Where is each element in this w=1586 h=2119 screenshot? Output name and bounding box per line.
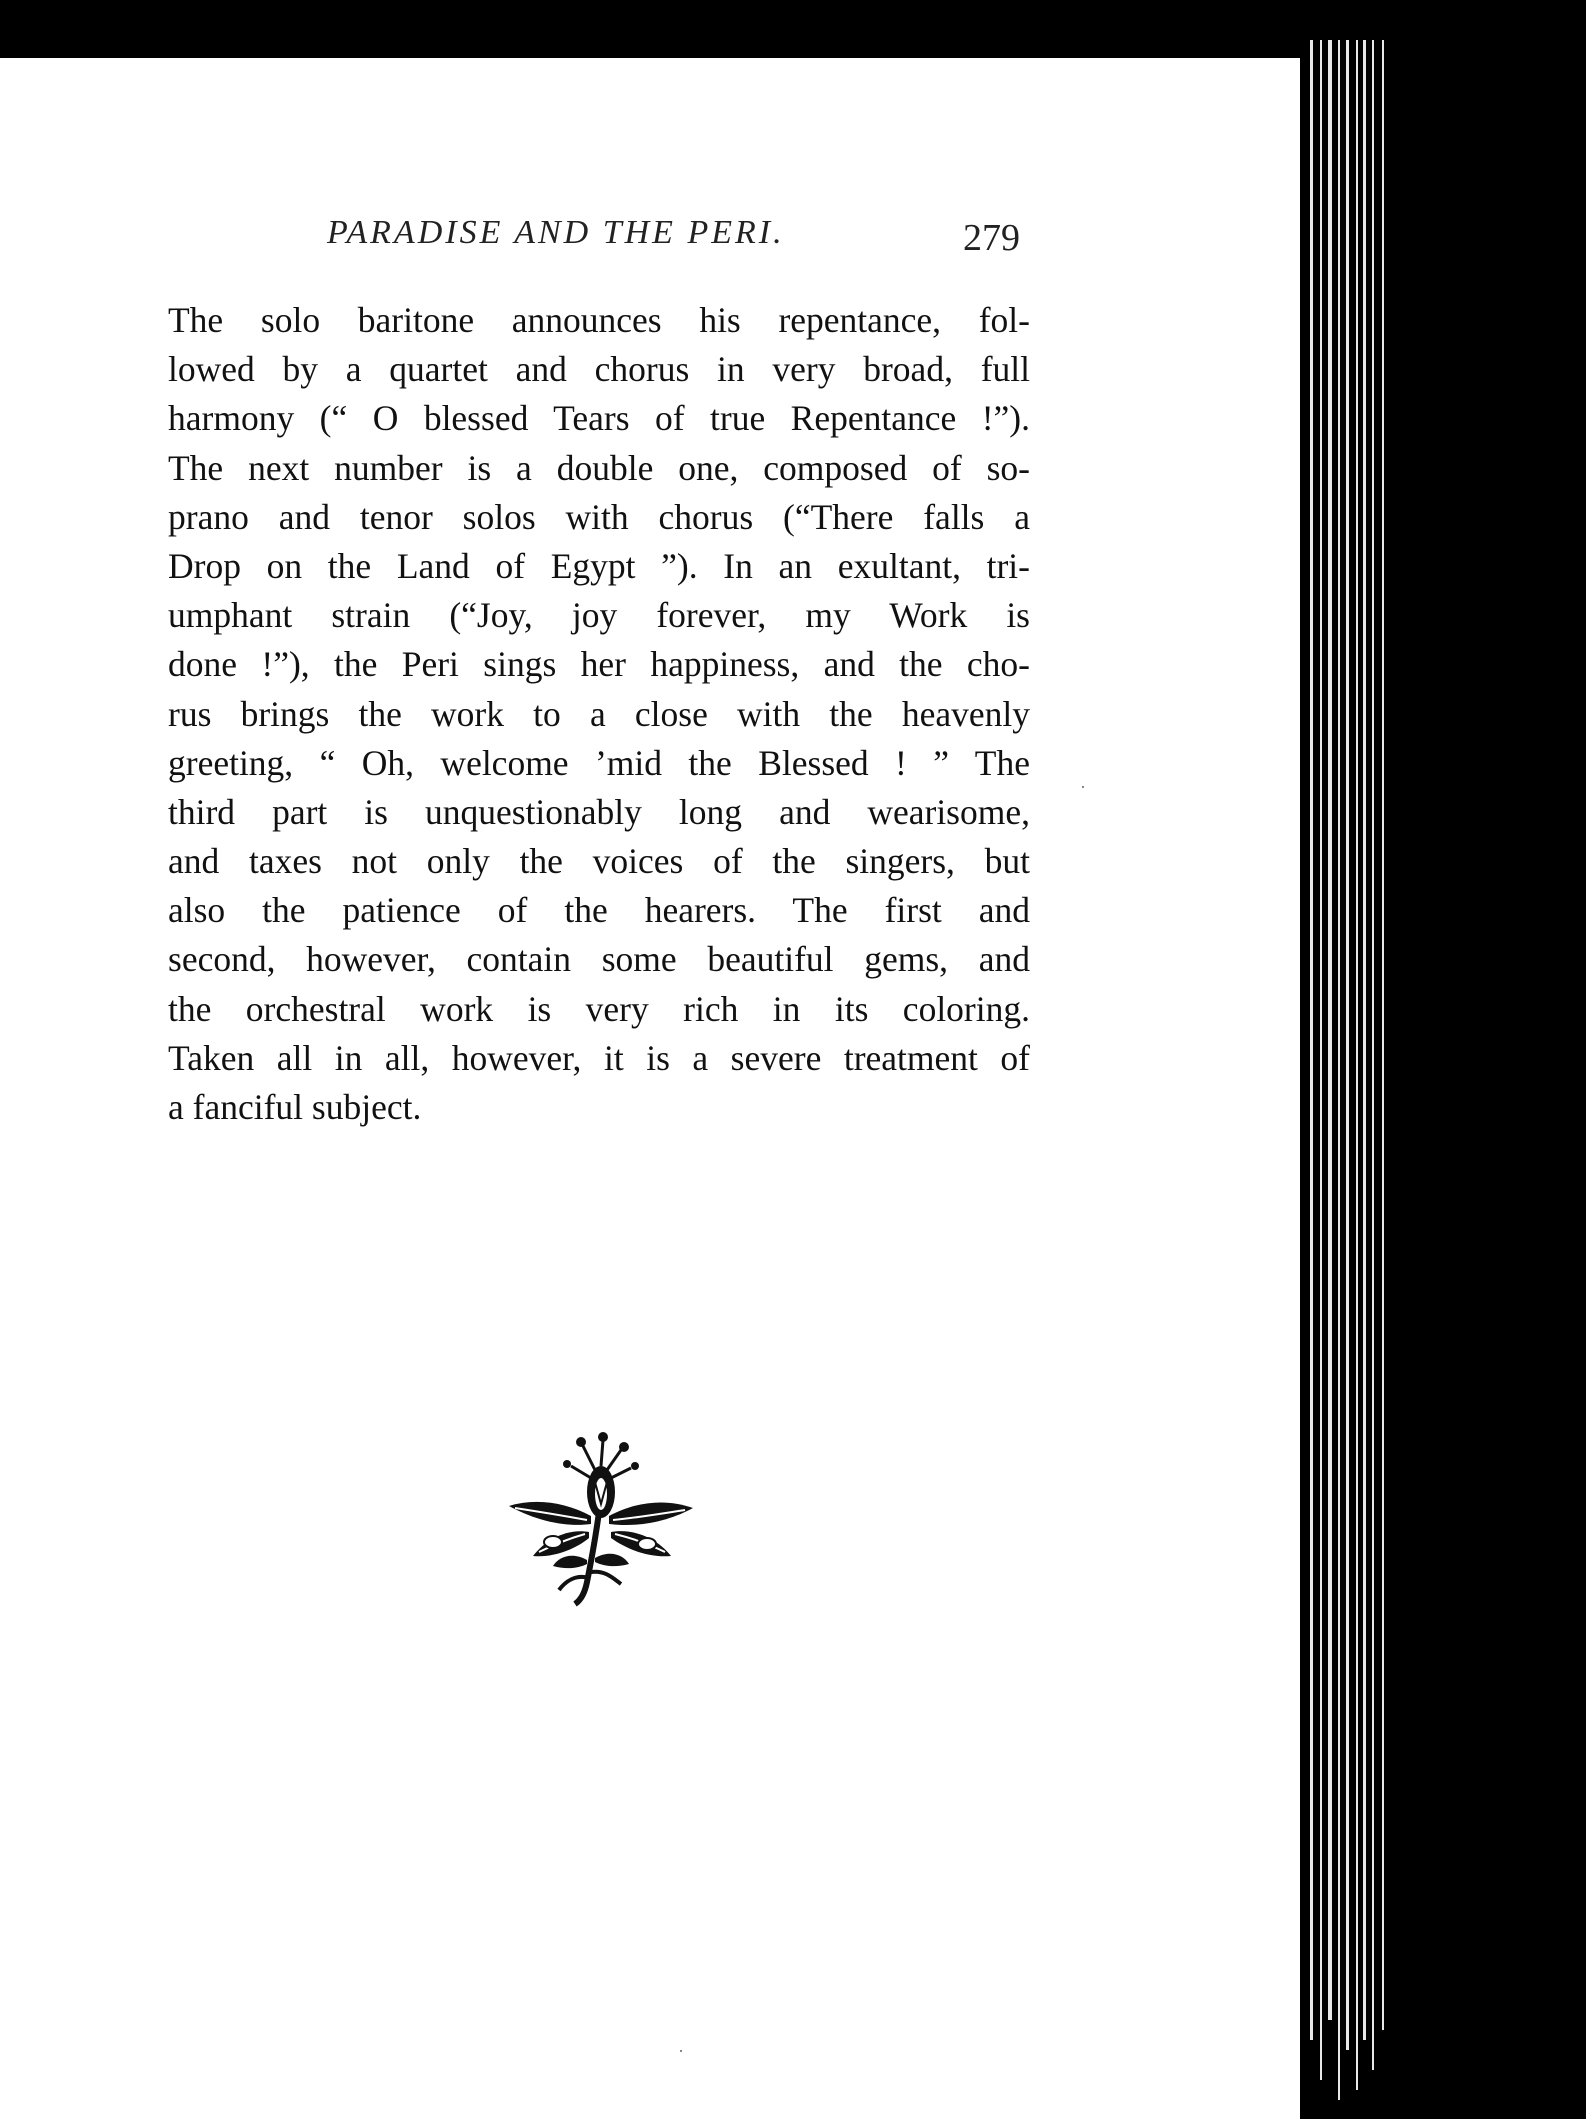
text-line: lowed by a quartet and chorus in very broad, full (168, 349, 1030, 390)
text-line: second, however, contain some beautiful gems, and (168, 939, 1030, 980)
page-number: 279 (963, 217, 1020, 259)
text-line: Drop on the Land of Egypt ”). In an exultant, tri- (168, 545, 1030, 586)
text-line: greeting, “ Oh, welcome ’mid the Blessed ! ” The (168, 742, 1030, 783)
floral-tailpiece-icon (495, 1432, 705, 1612)
text-line: harmony (“ O blessed Tears of true Repentance !”). (168, 398, 1030, 439)
text-line: also the patience of the hearers. The first and (168, 890, 1030, 931)
scan-speck (680, 2050, 682, 2052)
text-line: the orchestral work is very rich in its coloring. (168, 988, 1030, 1029)
text-line: prano and tenor solos with chorus (“There falls a (168, 496, 1030, 537)
scan-speck (1082, 786, 1084, 788)
text-line: and taxes not only the voices of the singers, but (168, 841, 1030, 882)
page-header (165, 214, 1035, 264)
text-line: rus brings the work to a close with the heavenly (168, 693, 1030, 734)
text-line: The next number is a double one, composed of so- (168, 447, 1030, 488)
text-line: third part is unquestionably long and wearisome, (168, 791, 1030, 832)
text-line: Taken all in all, however, it is a severe treatment of (168, 1037, 1030, 1078)
book-spine-edge (1300, 0, 1586, 2119)
text-line: The solo baritone announces his repentance, fol- (168, 300, 1030, 340)
body-paragraph (168, 296, 1030, 1132)
text-line: done !”), the Peri sings her happiness, and the cho- (168, 644, 1030, 685)
text-line: umphant strain (“Joy, joy forever, my Work is (168, 595, 1030, 636)
running-title: PARADISE AND THE PERI. (327, 214, 785, 251)
text-line: a fanciful subject. (168, 1087, 422, 1127)
